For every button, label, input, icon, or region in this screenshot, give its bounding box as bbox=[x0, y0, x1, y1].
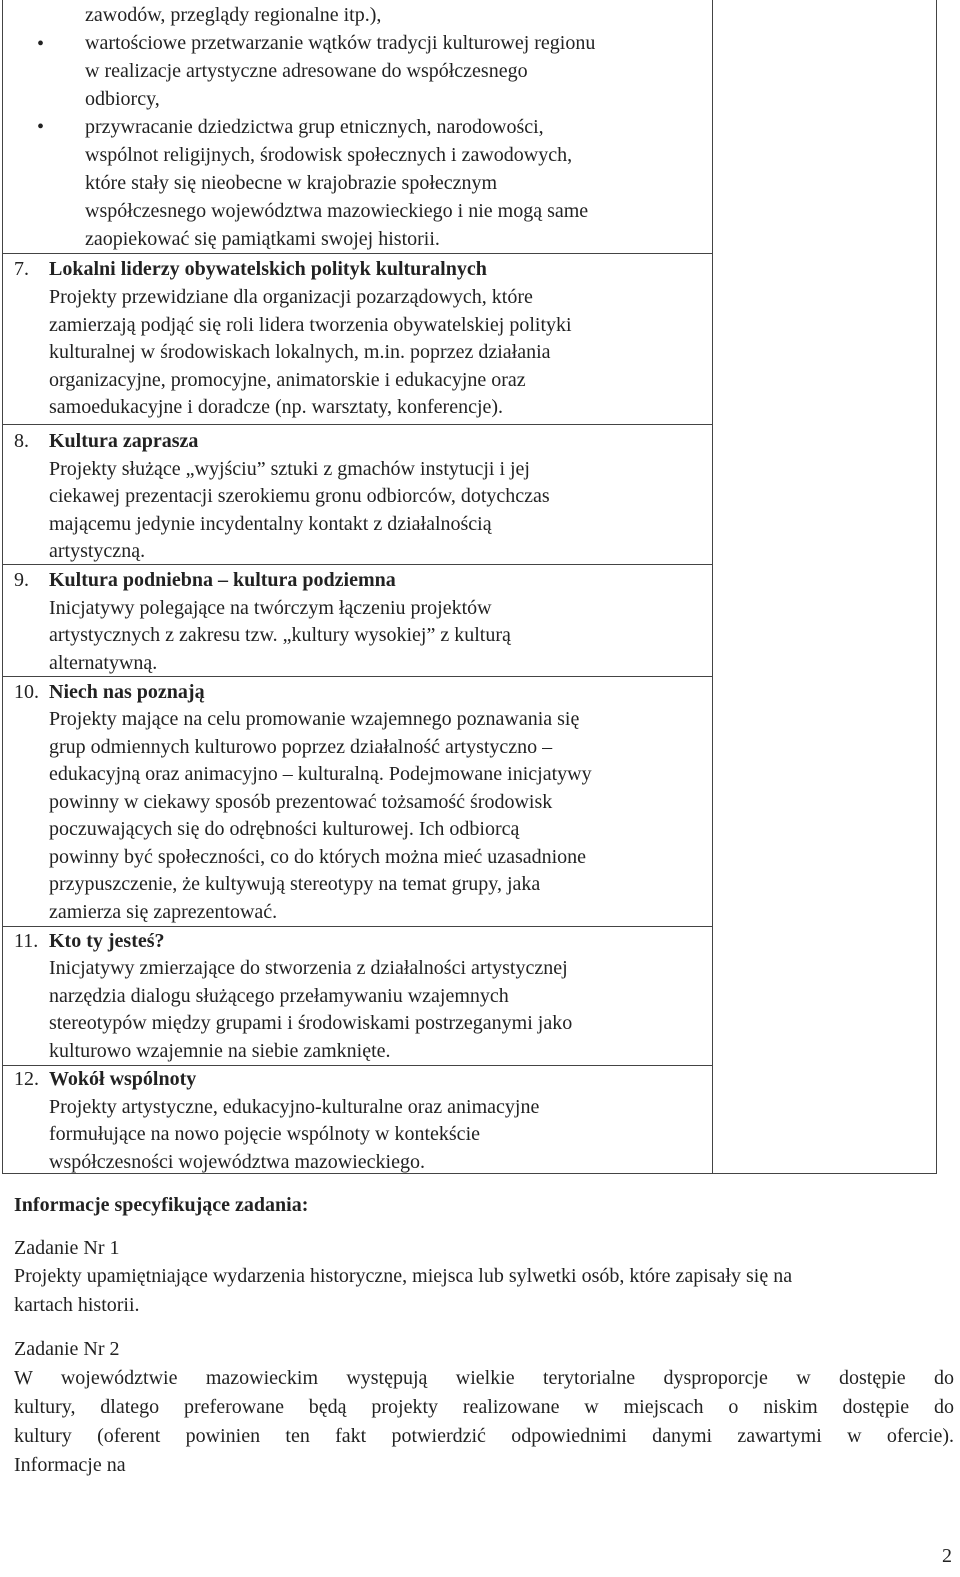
task-line: W województwie mazowieckim występują wielkie terytorialne dysproporcje w dostępie do bbox=[14, 1367, 954, 1389]
item-line: Projekty artystyczne, edukacyjno-kulturalne oraz animacyjne bbox=[49, 1096, 540, 1118]
item-line: Projekty przewidziane dla organizacji pozarządowych, które bbox=[49, 286, 533, 308]
item-number: 8. bbox=[14, 430, 29, 452]
row-divider bbox=[3, 253, 712, 254]
bullet-line: w realizacje artystyczne adresowane do współczesnego bbox=[85, 60, 528, 82]
bullet-line: wartościowe przetwarzanie wątków tradycji kulturowej regionu bbox=[85, 32, 596, 54]
item-number: 12. bbox=[14, 1068, 39, 1090]
task-title: Zadanie Nr 1 bbox=[14, 1237, 120, 1259]
column-divider bbox=[712, 0, 713, 1173]
item-title: Kultura zaprasza bbox=[49, 430, 199, 452]
programme-table bbox=[2, 0, 937, 1174]
item-line: Inicjatywy zmierzające do stworzenia z działalności artystycznej bbox=[49, 957, 568, 979]
bullet-symbol: • bbox=[37, 116, 45, 138]
item-line: współczesności województwa mazowieckiego. bbox=[49, 1151, 425, 1173]
item-line: powinny w ciekawy sposób prezentować tożsamość środowisk bbox=[49, 791, 553, 813]
section-heading: Informacje specyfikujące zadania: bbox=[14, 1194, 309, 1216]
task-line: Informacje na bbox=[14, 1454, 126, 1476]
item-line: powinny być społeczności, co do których można mieć uzasadnione bbox=[49, 846, 587, 868]
item-number: 10. bbox=[14, 681, 39, 703]
row-divider bbox=[3, 676, 712, 677]
task-title: Zadanie Nr 2 bbox=[14, 1338, 120, 1360]
item-line: narzędzia dialogu służącego przełamywaniu wzajemnych bbox=[49, 985, 509, 1007]
item-line: Projekty mające na celu promowanie wzajemnego poznawania się bbox=[49, 708, 580, 730]
item-number: 11. bbox=[14, 930, 39, 952]
item-title: Kultura podniebna – kultura podziemna bbox=[49, 569, 396, 591]
item-line: zamierzają podjąć się roli lidera tworzenia obywatelskiej polityki bbox=[49, 314, 572, 336]
row-divider bbox=[3, 926, 712, 927]
item-line: artystycznych z zakresu tzw. „kultury wysokiej” z kulturą bbox=[49, 624, 511, 646]
item-line: kulturalnej w środowiskach lokalnych, m.in. poprzez działania bbox=[49, 341, 551, 363]
item-line: samoedukacyjne i doradcze (np. warsztaty, konferencje). bbox=[49, 396, 504, 418]
item-number: 9. bbox=[14, 569, 29, 591]
bullet-line: które stały się nieobecne w krajobrazie społecznym bbox=[85, 172, 498, 194]
row-divider bbox=[3, 424, 712, 425]
item-line: grup odmiennych kulturowo poprzez działalność artystyczno – bbox=[49, 736, 553, 758]
item-line: Inicjatywy polegające na twórczym łączeniu projektów bbox=[49, 597, 492, 619]
item-title: Kto ty jesteś? bbox=[49, 930, 165, 952]
item-title: Lokalni liderzy obywatelskich polityk kulturalnych bbox=[49, 258, 487, 280]
item-number: 7. bbox=[14, 258, 29, 280]
item-line: formułujące na nowo pojęcie wspólnoty w kontekście bbox=[49, 1123, 480, 1145]
task-line: kultury, dlatego preferowane będą projekty realizowane w miejscach o niskim dostępie do bbox=[14, 1396, 954, 1418]
bullet-continuation-line: zawodów, przeglądy regionalne itp.), bbox=[85, 4, 382, 26]
task-line: Projekty upamiętniające wydarzenia historyczne, miejsca lub sylwetki osób, które zapisały się na bbox=[14, 1265, 793, 1287]
bullet-line: wspólnot religijnych, środowisk społecznych i zawodowych, bbox=[85, 144, 573, 166]
item-title: Niech nas poznają bbox=[49, 681, 205, 703]
bullet-line: zaopiekować się pamiątkami swojej historii. bbox=[85, 228, 440, 250]
row-divider bbox=[3, 564, 712, 565]
item-title: Wokół wspólnoty bbox=[49, 1068, 197, 1090]
bullet-line: odbiorcy, bbox=[85, 88, 160, 110]
item-line: mającemu jedynie incydentalny kontakt z działalnością bbox=[49, 513, 492, 535]
bullet-symbol: • bbox=[37, 33, 45, 55]
item-line: edukacyjną oraz animacyjno – kulturalną. Podejmowane inicjatywy bbox=[49, 763, 592, 785]
task-line: kultury (oferent powinien ten fakt potwierdzić odpowiednimi danymi zawartymi w ofercie). bbox=[14, 1425, 954, 1447]
bullet-line: współczesnego województwa mazowieckiego i nie mogą same bbox=[85, 200, 589, 222]
item-line: stereotypów między grupami i środowiskami postrzeganymi jako bbox=[49, 1012, 573, 1034]
item-line: ciekawej prezentacji szerokiemu gronu odbiorców, dotychczas bbox=[49, 485, 550, 507]
item-line: poczuwających się do odrębności kulturowej. Ich odbiorcą bbox=[49, 818, 520, 840]
item-line: przypuszczenie, że kultywują stereotypy na temat grupy, jaka bbox=[49, 873, 541, 895]
item-line: Projekty służące „wyjściu” sztuki z gmachów instytucji i jej bbox=[49, 458, 530, 480]
item-line: kulturowo wzajemnie na siebie zamknięte. bbox=[49, 1040, 391, 1062]
item-line: zamierza się zaprezentować. bbox=[49, 901, 278, 923]
bullet-line: przywracanie dziedzictwa grup etnicznych, narodowości, bbox=[85, 116, 544, 138]
item-line: alternatywną. bbox=[49, 652, 158, 674]
task-line: kartach historii. bbox=[14, 1294, 140, 1316]
item-line: organizacyjne, promocyjne, animatorskie i edukacyjne oraz bbox=[49, 369, 526, 391]
page-number: 2 bbox=[942, 1545, 952, 1567]
item-line: artystyczną. bbox=[49, 540, 146, 562]
